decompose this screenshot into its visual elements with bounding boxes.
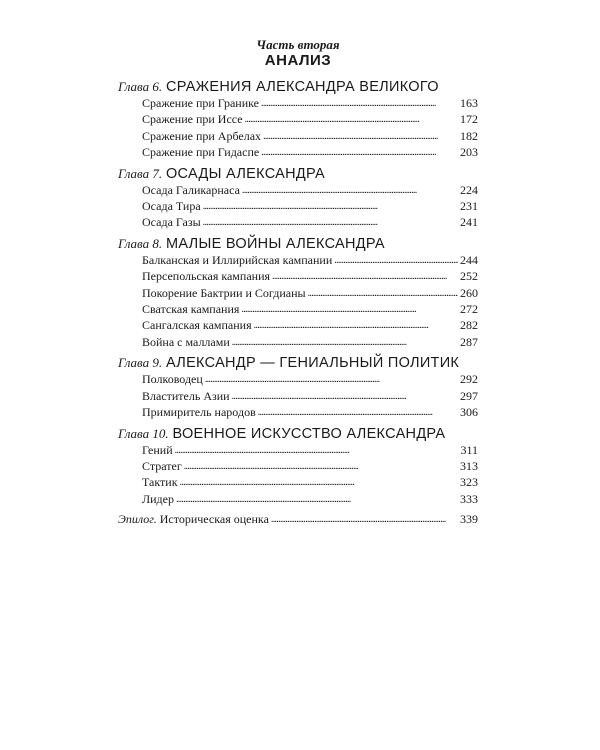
toc-entry [142, 492, 478, 508]
entry-title: Сражение при Арбелах [142, 128, 262, 143]
toc-entry [142, 286, 478, 302]
entry-title: Осада Тира [142, 199, 201, 214]
chapter [118, 235, 478, 351]
dot-leader [232, 334, 458, 350]
toc-entry [142, 253, 478, 269]
chapter [118, 354, 478, 421]
entry-page: 297 [460, 388, 478, 403]
toc-entry [142, 215, 478, 231]
part-title: АНАЛИЗ [264, 52, 332, 69]
dot-leader [180, 474, 458, 490]
entry-page: 272 [460, 302, 478, 317]
epilog-page: 339 [460, 512, 478, 527]
chapter-heading [118, 425, 478, 443]
entry-title: Гений [142, 442, 173, 457]
dot-leader [261, 144, 458, 160]
entry-page: 323 [460, 475, 478, 490]
epilog-title: Историческая оценка [159, 512, 269, 527]
dot-leader [258, 404, 458, 420]
toc-entry [142, 302, 478, 318]
entry-page: 333 [460, 491, 478, 506]
toc-entry [142, 459, 478, 475]
dot-leader [184, 458, 458, 474]
toc-entry [142, 129, 478, 145]
entry-page: 292 [460, 372, 478, 387]
part-label: Часть вторая [256, 37, 340, 52]
entry-title: Покорение Бактрии и Согдианы [142, 285, 306, 300]
chapter-label: Глава 10. [118, 425, 169, 441]
entry-list [142, 443, 478, 509]
entry-page: 203 [460, 145, 478, 160]
dot-leader [272, 268, 458, 284]
dot-leader [176, 491, 458, 507]
entry-page: 163 [460, 96, 478, 110]
entry-title: Балканская и Иллирийская кампании [142, 252, 333, 267]
chapter [118, 78, 478, 162]
epilog-entry [118, 512, 478, 528]
entry-page: 241 [460, 215, 478, 230]
chapter-label: Глава 8. [118, 235, 163, 251]
entry-title: Осада Галикарнаса [142, 182, 240, 197]
entry-page: 244 [460, 252, 478, 267]
toc-entry [142, 199, 478, 215]
chapter [118, 425, 478, 509]
entry-title: Сангалская кампания [142, 318, 252, 333]
entry-list [142, 253, 478, 351]
entry-title: Властитель Азии [142, 388, 230, 403]
entry-page: 282 [460, 318, 478, 333]
chapter-title: ВОЕННОЕ ИСКУССТВО АЛЕКСАНДРА [172, 425, 446, 442]
entry-page: 287 [460, 334, 478, 349]
entry-page: 172 [460, 112, 478, 127]
entry-title: Сражение при Иссе [142, 112, 243, 127]
entry-page: 311 [460, 442, 478, 457]
epilog-title-group [118, 512, 269, 526]
entry-title: Стратег [142, 458, 182, 473]
chapter-heading [118, 78, 478, 96]
chapter-heading [118, 235, 478, 253]
dot-leader [242, 182, 458, 198]
dot-leader [203, 214, 458, 230]
dot-leader [205, 371, 458, 387]
chapter-list [118, 78, 478, 508]
dot-leader [241, 301, 458, 317]
toc-entry [142, 112, 478, 128]
chapter-label: Глава 6. [118, 79, 163, 94]
toc-entry [142, 269, 478, 285]
entry-page: 224 [460, 182, 478, 197]
entry-title: Тактик [142, 475, 178, 490]
chapter-title: МАЛЫЕ ВОЙНЫ АЛЕКСАНДРА [165, 235, 385, 252]
dot-leader [308, 285, 458, 301]
entry-title: Сражение при Гидаспе [142, 145, 260, 160]
entry-page: 260 [460, 285, 478, 300]
toc-entry [142, 96, 478, 112]
entry-title: Примиритель народов [142, 405, 256, 420]
dot-leader [175, 442, 458, 458]
entry-title: Персепольская кампания [142, 269, 271, 284]
dot-leader [334, 252, 458, 268]
entry-title: Осада Газы [142, 215, 201, 230]
entry-page: 252 [460, 269, 478, 284]
toc-entry [142, 389, 478, 405]
chapter-label: Глава 9. [118, 355, 163, 371]
dot-leader [263, 128, 458, 144]
entry-title: Сражение при Гранике [142, 96, 260, 110]
toc-entry [142, 372, 478, 388]
toc-entry [142, 318, 478, 334]
entry-list [142, 372, 478, 421]
epilog-label: Эпилог. [118, 512, 157, 527]
toc-entry [142, 335, 478, 351]
entry-title: Сватская кампания [142, 302, 240, 317]
entry-page: 313 [460, 458, 478, 473]
entry-title: Лидер [142, 491, 174, 506]
entry-list [142, 96, 478, 162]
entry-page: 306 [460, 405, 478, 420]
entry-title: Полководец [142, 372, 203, 387]
toc-entry [142, 405, 478, 421]
entry-page: 182 [460, 128, 478, 143]
chapter-title: АЛЕКСАНДР — ГЕНИАЛЬНЫЙ ПОЛИТИК [165, 355, 460, 372]
toc-entry [142, 145, 478, 161]
dot-leader [232, 388, 458, 404]
toc-entry [142, 475, 478, 491]
dot-leader [261, 95, 458, 111]
dot-leader [203, 198, 458, 214]
chapter-title: ОСАДЫ АЛЕКСАНДРА [165, 165, 325, 182]
entry-page: 231 [460, 199, 478, 214]
entry-list [142, 183, 478, 232]
chapter-heading [118, 354, 478, 372]
dot-leader [271, 511, 458, 527]
entry-title: Война с маллами [142, 334, 230, 349]
toc-entry [142, 183, 478, 199]
dot-leader [245, 111, 458, 127]
toc-page [118, 38, 478, 528]
chapter-label: Глава 7. [118, 165, 163, 181]
toc-entry [142, 443, 478, 459]
dot-leader [254, 317, 458, 333]
chapter-heading [118, 165, 478, 183]
chapter-title: СРАЖЕНИЯ АЛЕКСАНДРА ВЕЛИКОГО [165, 79, 439, 95]
chapter [118, 165, 478, 232]
